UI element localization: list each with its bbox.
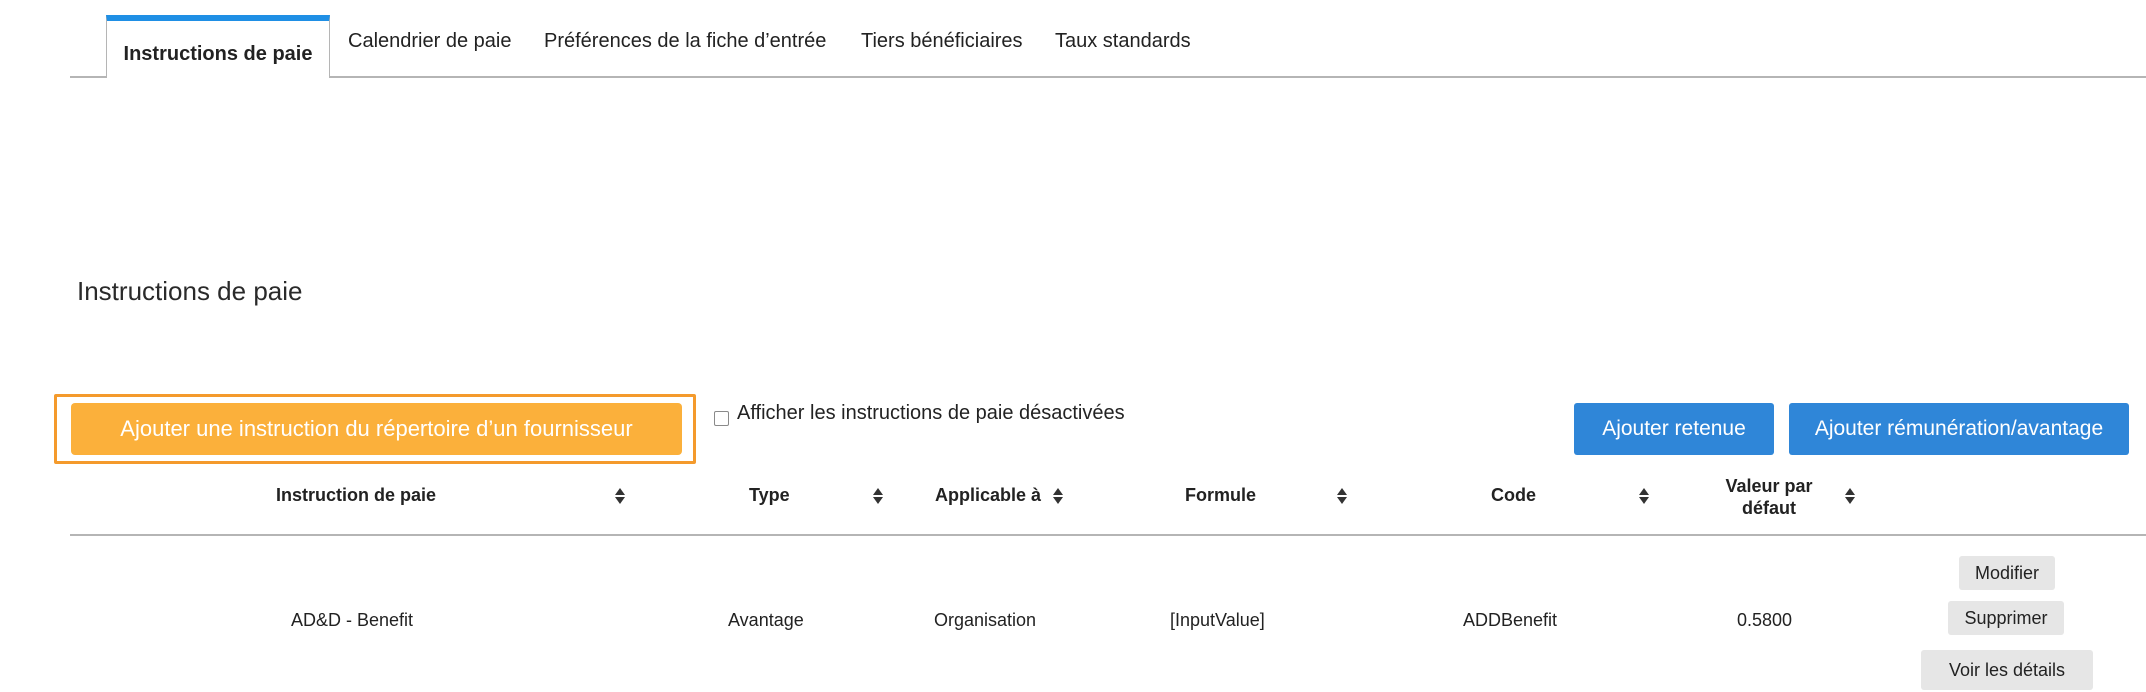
edit-button[interactable]: Modifier: [1959, 556, 2055, 590]
show-disabled-checkbox[interactable]: [714, 411, 729, 426]
tab-instructions-de-paie[interactable]: Instructions de paie: [106, 15, 330, 78]
column-header-code: Code: [1491, 485, 1536, 505]
column-header-default-value: Valeur par défaut: [1725, 476, 1813, 518]
cell-code: ADDBenefit: [1463, 610, 1558, 630]
sort-icon[interactable]: [1337, 488, 1347, 504]
sort-icon[interactable]: [615, 488, 625, 504]
view-details-button[interactable]: Voir les détails: [1921, 650, 2093, 690]
cell-applicable: Organisation: [934, 610, 1037, 630]
column-header-instruction: Instruction de paie: [276, 485, 437, 505]
column-header-applicable: Applicable à: [935, 485, 1042, 505]
add-earning-button[interactable]: Ajouter rémunération/avantage: [1789, 403, 2129, 455]
add-vendor-instruction-button[interactable]: Ajouter une instruction du répertoire d’un fournisseur: [71, 403, 682, 455]
show-disabled-label: Afficher les instructions de paie désactivées: [737, 402, 1125, 424]
column-header-type: Type: [749, 485, 790, 505]
sort-icon[interactable]: [1639, 488, 1649, 504]
sort-icon[interactable]: [1053, 488, 1063, 504]
table-header-divider: [70, 534, 2146, 536]
page-title: Instructions de paie: [77, 276, 303, 306]
cell-type: Avantage: [728, 610, 804, 630]
tab-bar: [70, 0, 2146, 78]
tab-bar-underline: [70, 76, 2146, 78]
column-header-formula: Formule: [1185, 485, 1257, 505]
cell-instruction: AD&D - Benefit: [291, 610, 414, 630]
sort-icon[interactable]: [1845, 488, 1855, 504]
delete-button[interactable]: Supprimer: [1948, 601, 2064, 635]
tab-preferences-fiche-entree[interactable]: Préférences de la fiche d’entrée: [544, 30, 827, 52]
add-deduction-button[interactable]: Ajouter retenue: [1574, 403, 1774, 455]
cell-formula: [InputValue]: [1170, 610, 1265, 630]
sort-icon[interactable]: [873, 488, 883, 504]
tab-taux-standards[interactable]: Taux standards: [1055, 30, 1191, 52]
cell-default-value: 0.5800: [1737, 610, 1793, 630]
tab-tiers-beneficiaires[interactable]: Tiers bénéficiaires: [861, 30, 1023, 52]
tab-calendrier-de-paie[interactable]: Calendrier de paie: [348, 30, 512, 52]
